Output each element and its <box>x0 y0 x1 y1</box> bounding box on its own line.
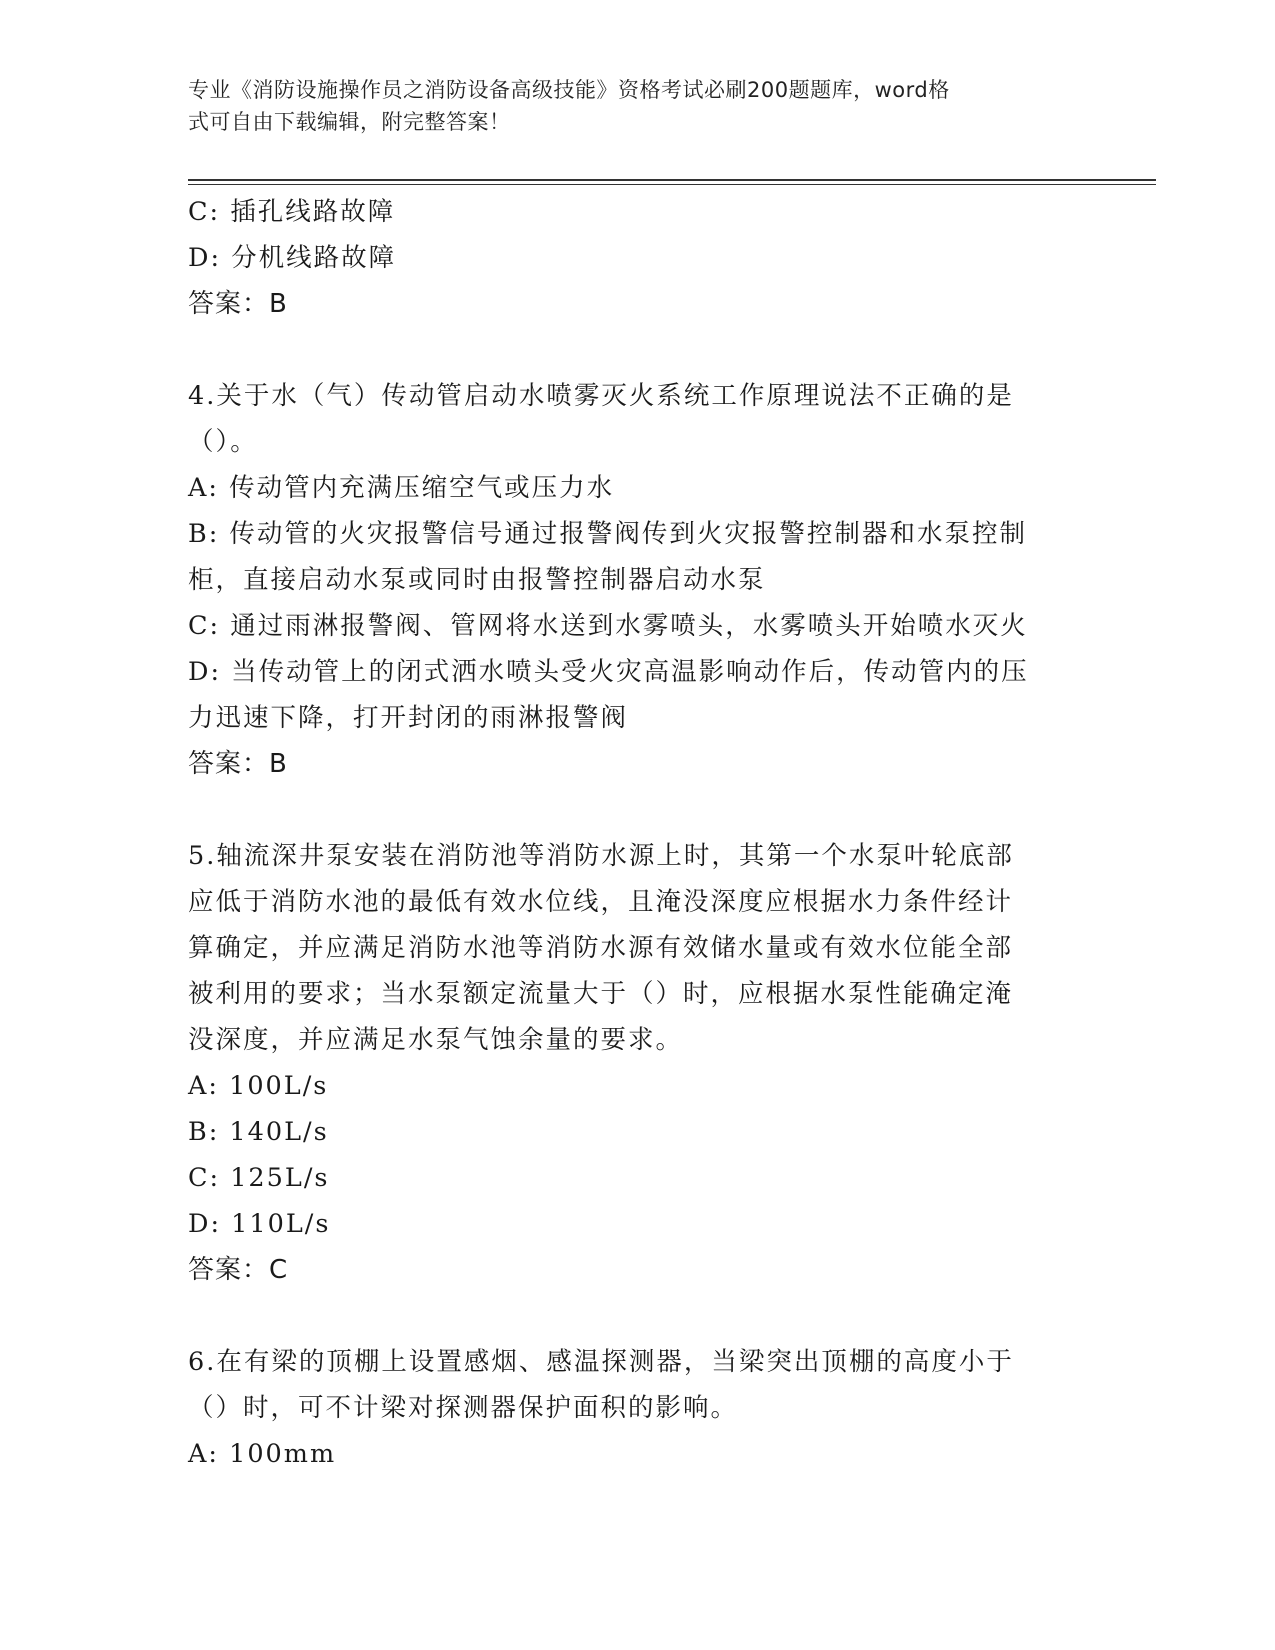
question-stem-line: 没深度，并应满足水泵气蚀余量的要求。 <box>188 1025 684 1055</box>
option-b: B: 140L/s <box>188 1117 329 1147</box>
option-d: D: 分机线路故障 <box>188 243 397 273</box>
spacer <box>188 1293 1088 1339</box>
header-divider-thick <box>188 179 1156 181</box>
question-stem-line: 5.轴流深井泵安装在消防池等消防水源上时，其第一个水泵叶轮底部 <box>188 841 1014 871</box>
spacer <box>188 787 1088 833</box>
question-list <box>188 189 1088 1477</box>
option-d-continued: 力迅速下降，打开封闭的雨淋报警阀 <box>188 703 629 733</box>
question-stem-line: （）。 <box>188 427 258 457</box>
option-c: C: 通过雨淋报警阀、管网将水送到水雾喷头，水雾喷头开始喷水灭火 <box>188 611 1028 641</box>
question-5 <box>188 833 1088 1293</box>
option-a: A: 100mm <box>188 1439 337 1469</box>
spacer <box>188 327 1088 373</box>
answer: 答案：B <box>188 749 288 779</box>
header-divider-thin <box>188 184 1156 185</box>
question-stem-line: （）时，可不计梁对探测器保护面积的影响。 <box>188 1393 739 1423</box>
option-a: A: 100L/s <box>188 1071 329 1101</box>
question-6 <box>188 1339 1088 1477</box>
option-c: C: 插孔线路故障 <box>188 197 396 227</box>
question-stem-line: 4.关于水（气）传动管启动水喷雾灭火系统工作原理说法不正确的是 <box>188 381 1014 411</box>
question-3-tail <box>188 189 1088 327</box>
answer: 答案：B <box>188 289 288 319</box>
option-d: D: 110L/s <box>188 1209 331 1239</box>
question-stem-line: 6.在有梁的顶棚上设置感烟、感温探测器，当梁突出顶棚的高度小于 <box>188 1347 1014 1377</box>
option-d: D: 当传动管上的闭式洒水喷头受火灾高温影响动作后，传动管内的压 <box>188 657 1029 687</box>
option-c: C: 125L/s <box>188 1163 330 1193</box>
answer: 答案：C <box>188 1255 289 1285</box>
header-line-1: 专业《消防设施操作员之消防设备高级技能》资格考试必刷200题题库，word格 <box>188 78 950 102</box>
option-a: A: 传动管内充满压缩空气或压力水 <box>188 473 615 503</box>
header-line-2: 式可自由下载编辑，附完整答案！ <box>188 110 511 134</box>
question-stem-line: 被利用的要求；当水泵额定流量大于（）时，应根据水泵性能确定淹 <box>188 979 1014 1009</box>
question-stem-line: 算确定，并应满足消防水池等消防水源有效储水量或有效水位能全部 <box>188 933 1014 963</box>
document-header <box>188 74 1068 138</box>
option-b: B: 传动管的火灾报警信号通过报警阀传到火灾报警控制器和水泵控制 <box>188 519 1027 549</box>
question-4 <box>188 373 1088 787</box>
option-b-continued: 柜，直接启动水泵或同时由报警控制器启动水泵 <box>188 565 766 595</box>
question-stem-line: 应低于消防水池的最低有效水位线，且淹没深度应根据水力条件经计 <box>188 887 1014 917</box>
